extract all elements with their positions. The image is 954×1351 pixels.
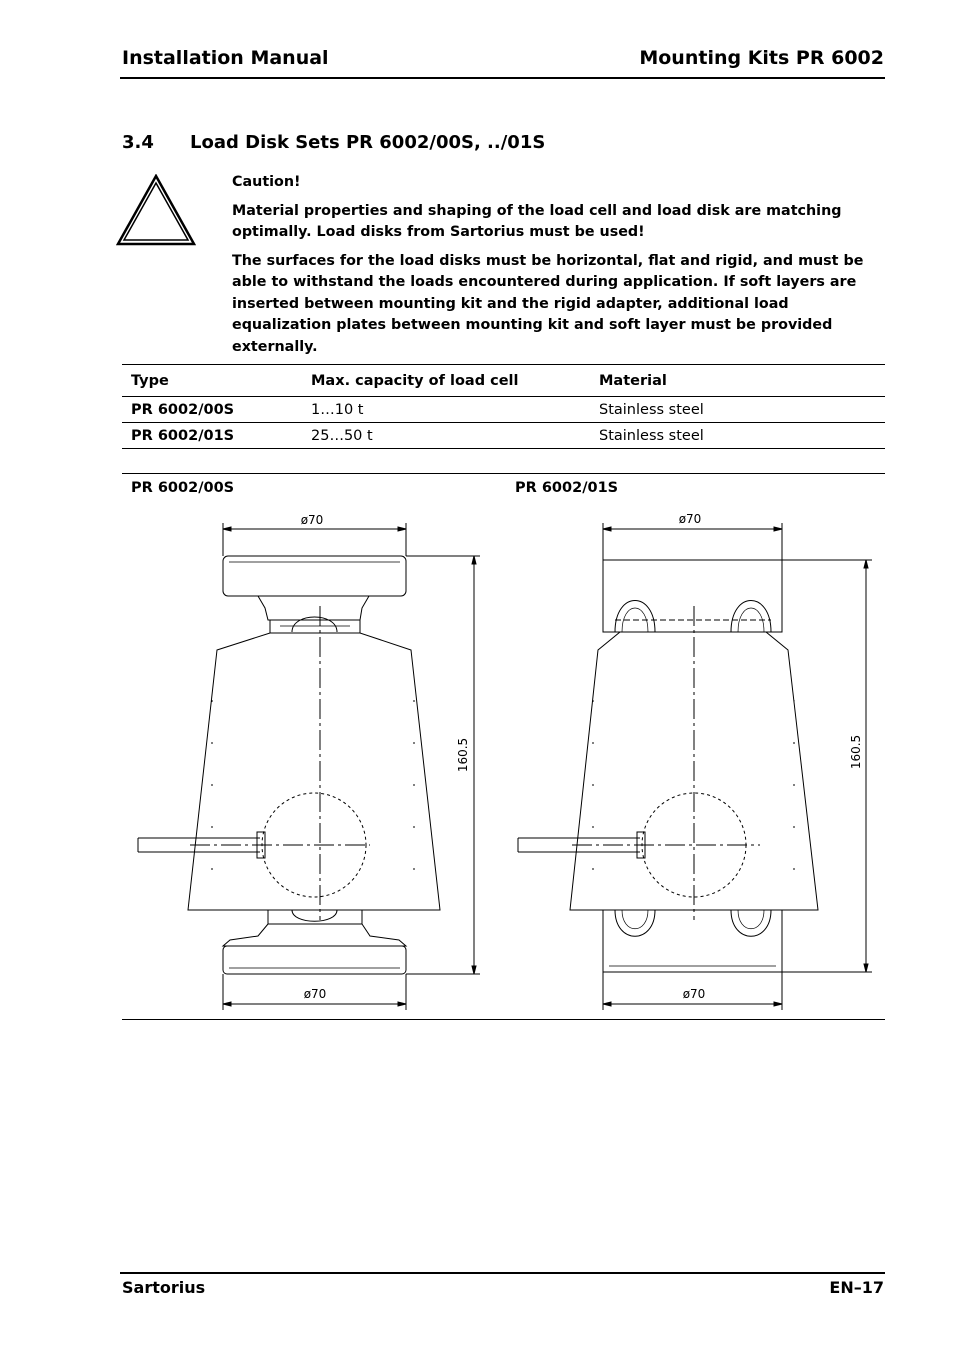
technical-drawing	[0, 500, 954, 1020]
drawing-pr6002-01s	[518, 523, 872, 1010]
dim-right-bottom-diameter: ø70	[682, 987, 706, 1001]
header-title: Installation Manual	[122, 47, 329, 69]
caution-paragraph-2: The surfaces for the load disks must be horizontal, flat and rigid, and must be able to withstand the loads encountered during application. If soft layers are inserted between mounting kit and the rigid adapter, additional load equalization plates between mounting kit and soft layer must be provided externally.	[232, 252, 864, 355]
warning-triangle-icon	[116, 174, 196, 246]
table-header-capacity: Max. capacity of load cell	[311, 372, 519, 389]
table-cell-type: PR 6002/01S	[131, 427, 235, 444]
figure-top-rule	[122, 473, 885, 474]
caution-paragraph-1: Material properties and shaping of the load cell and load disk are matching optimally. Load disks from Sartorius must be used!	[232, 202, 842, 240]
footer-company: Sartorius	[122, 1278, 206, 1297]
table-header-row	[122, 365, 885, 397]
dim-right-height: 160.5	[849, 734, 863, 770]
caution-block	[232, 172, 882, 365]
header-rule	[120, 77, 885, 79]
dim-left-bottom-diameter: ø70	[303, 987, 327, 1001]
header-subtitle: Mounting Kits PR 6002	[639, 47, 884, 69]
drawing-pr6002-00s	[138, 523, 480, 1010]
dim-left-height: 160.5	[456, 737, 470, 773]
table-header-material: Material	[599, 372, 667, 389]
figure-label-right: PR 6002/01S	[515, 480, 619, 496]
footer-rule	[120, 1272, 885, 1274]
spec-table	[122, 364, 885, 449]
section-title: Load Disk Sets PR 6002/00S, ../01S	[190, 132, 546, 153]
dim-left-top-diameter: ø70	[300, 513, 324, 527]
table-cell-type: PR 6002/00S	[131, 401, 235, 418]
figure-label-left: PR 6002/00S	[131, 480, 235, 496]
table-row	[122, 397, 885, 423]
section-number: 3.4	[122, 132, 154, 153]
dim-right-top-diameter: ø70	[678, 512, 702, 526]
table-cell-material: Stainless steel	[599, 401, 704, 418]
caution-heading: Caution!	[232, 174, 301, 190]
figure-bottom-rule	[122, 1019, 885, 1020]
table-cell-capacity: 25…50 t	[311, 427, 373, 444]
table-header-type: Type	[131, 372, 169, 389]
table-row	[122, 423, 885, 449]
table-cell-capacity: 1…10 t	[311, 401, 364, 418]
table-cell-material: Stainless steel	[599, 427, 704, 444]
footer-page-number: EN–17	[829, 1278, 884, 1297]
